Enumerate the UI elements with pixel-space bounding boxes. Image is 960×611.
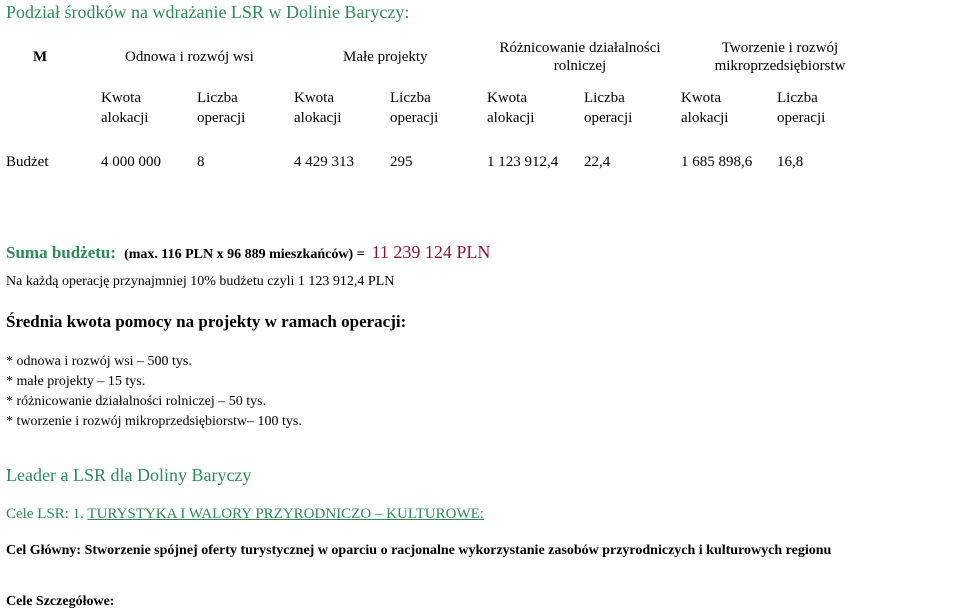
sub-kwota-2: Kwota alokacji [294,90,342,126]
col-roznicowanie-header [480,39,680,75]
sub-kwota-3: Kwota alokacji [487,90,535,126]
sum-label: Suma budżetu: [6,243,117,262]
sub-liczba-2: Liczba operacji [390,90,439,126]
cel-glowny-line [6,543,831,559]
cele-line [6,506,484,523]
sum-total: 11 239 124 PLN [371,242,491,262]
budget-cell: 4 429 313 [294,154,354,170]
list-item: * różnicowanie działalności rolniczej – 50 tys. [6,394,267,409]
col-tworzenie-header [690,39,870,75]
sub-kwota-4: Kwota alokacji [681,90,729,126]
page-title: Podział środków na wdrażanie LSR w Dolinie Baryczy: [6,2,410,22]
table-row-label: M [33,49,48,65]
sub-liczba-1: Liczba operacji [197,90,246,126]
list-item: * małe projekty – 15 tys. [6,374,146,389]
leader-heading: Leader a LSR dla Doliny Baryczy [6,465,252,485]
budget-cell: 8 [197,154,205,170]
cele-value: TURYSTYKA I WALORY PRZYRODNICZO – KULTUROWE: [87,506,484,522]
budget-cell: 22,4 [584,154,611,170]
per-operation-note: Na każdą operację przynajmniej 10% budżetu czyli 1 123 912,4 PLN [6,274,395,289]
col-odnowa-header: Odnowa i rozwój wsi [125,49,254,65]
sum-formula: (max. 116 PLN x 96 889 mieszkańców) = [124,247,365,262]
cele-label: Cele LSR: 1. [6,506,84,522]
cele-szczegolowe-label: Cele Szczegółowe: [6,594,115,609]
budget-cell: 1 685 898,6 [681,154,753,170]
budget-label: Budżet [6,154,49,170]
col-roznicowanie-line2: rolniczej [553,58,607,74]
list-item: * tworzenie i rozwój mikroprzedsiębiorstw– 100 tys. [6,414,302,429]
budget-cell: 1 123 912,4 [487,154,559,170]
budget-cell: 4 000 000 [101,154,161,170]
budget-cell: 16,8 [777,154,804,170]
sub-kwota-1: Kwota alokacji [101,90,149,126]
col-male-projekty-header: Małe projekty [343,49,428,65]
sub-liczba-3: Liczba operacji [584,90,633,126]
budget-cell: 295 [390,154,413,170]
sum-line [6,242,490,263]
avg-heading: Średnia kwota pomocy na projekty w ramach operacji: [6,312,407,331]
avg-list [6,352,302,432]
col-tworzenie-line1: Tworzenie i rozwój [721,40,839,56]
col-tworzenie-line2: mikroprzedsiębiorstw [714,58,846,74]
sub-liczba-4: Liczba operacji [777,90,826,126]
cel-glowny-label: Cel Główny: [6,543,82,558]
cel-glowny-value: Stworzenie spójnej oferty turystycznej w oparciu o racjonalne wykorzystanie zasobów przyrodniczych i kulturowych regionu [84,543,832,558]
col-roznicowanie-line1: Różnicowanie działalności [499,40,661,56]
list-item: * odnowa i rozwój wsi – 500 tys. [6,354,192,369]
